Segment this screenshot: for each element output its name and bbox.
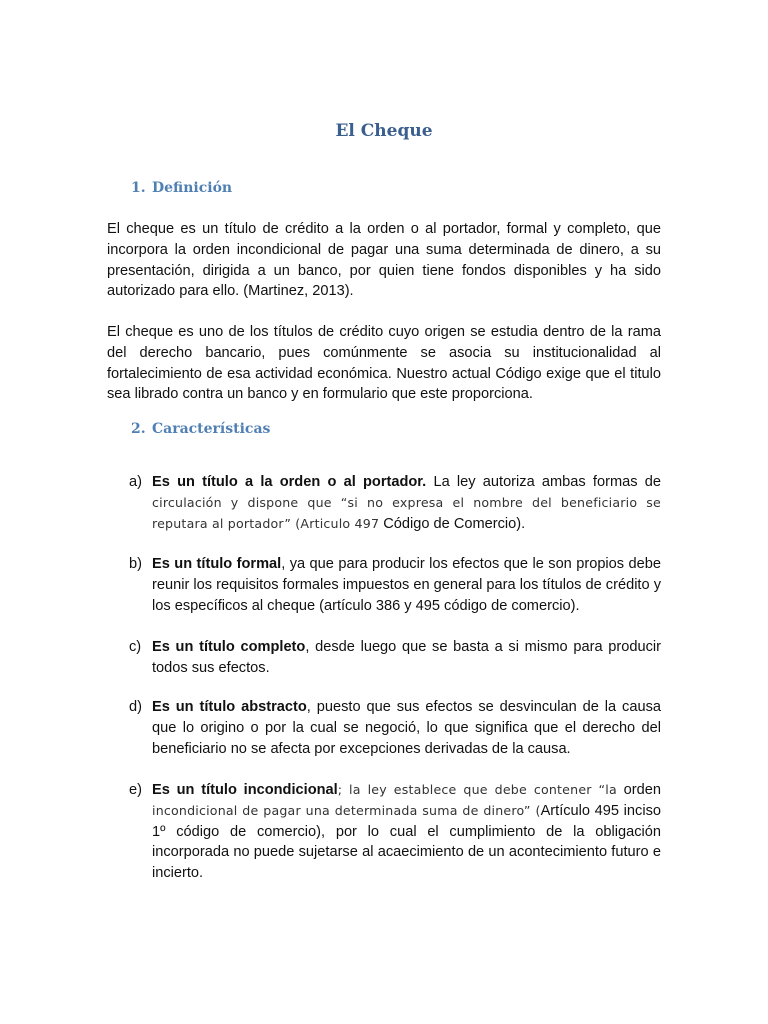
item-bold-lead: Es un título formal <box>152 556 282 572</box>
characteristic-item-c <box>129 637 661 679</box>
characteristic-item-a <box>129 472 661 534</box>
item-text: , ya que para producir los efectos que le son propios debe reunir los requisitos formales impuestos en general para los títulos de crédito y los específicos al cheque (artículo 386 y 495 código de comercio). <box>152 556 661 614</box>
item-text: La ley autoriza ambas formas de <box>426 474 661 490</box>
definition-paragraph-1: El cheque es un título de crédito a la orden o al portador, formal y completo, que incorpora la orden incondicional de pagar una suma determinada de dinero, a su presentación, dirigida a un banco, por quien tiene fondos disponibles y ha sido autorizado para ello. (Martinez, 2013). <box>107 221 661 300</box>
item-text-tail: Artículo 495 inciso 1º código de comercio), por lo cual el cumplimiento de la obligación incorporada no puede sujetarse al acaecimiento de un acontecimiento futuro e incierto. <box>152 802 661 882</box>
item-text-tail: Código de Comercio). <box>379 515 526 532</box>
definition-paragraph-2: El cheque es uno de los títulos de crédito cuyo origen se estudia dentro de la rama del derecho bancario, pues comúnmente se asocia su institucionalidad al fortalecimiento de esa actividad económica. Nuestro actual Código exige que el titulo sea librado contra un banco y en formulario que este proporciona. <box>107 324 661 403</box>
document-title: El Cheque <box>335 121 433 141</box>
item-bold-lead: Es un título incondicional <box>152 782 338 798</box>
list-item-body <box>152 472 661 534</box>
section-heading-caracteristicas <box>131 421 270 437</box>
list-marker: e) <box>129 782 142 798</box>
list-item-body <box>152 780 661 884</box>
list-marker: d) <box>129 699 142 715</box>
list-marker: a) <box>129 474 142 490</box>
section-title: Definición <box>152 180 233 196</box>
list-item-body <box>152 554 661 616</box>
item-quoted-text: circulación y dispone que “si no expresa el nombre del beneficiario se reputara al portador” (Articulo 497 <box>152 494 661 531</box>
item-bold-lead: Es un título abstracto <box>152 699 307 715</box>
section-number: 2. <box>131 421 146 437</box>
item-text: orden <box>616 782 661 798</box>
list-item-body <box>152 637 661 679</box>
item-bold-lead: Es un título completo <box>152 639 306 655</box>
item-quoted-text-2: incondicional de pagar una determinada suma de dinero” ( <box>152 802 541 818</box>
item-bold-lead: Es un título a la orden o al portador. <box>152 474 427 490</box>
list-marker: b) <box>129 556 142 572</box>
characteristic-item-d <box>129 697 661 759</box>
list-item-body <box>152 697 661 759</box>
list-marker: c) <box>129 639 142 655</box>
item-text: , desde luego que se basta a si mismo para producir todos sus efectos. <box>152 639 661 676</box>
characteristic-item-e <box>129 780 661 884</box>
section-number: 1. <box>131 180 146 196</box>
section-title: Características <box>152 421 271 437</box>
item-text: , puesto que sus efectos se desvinculan de la causa que lo origino o por la cual se negoció, lo que significa que el derecho del beneficiario no se afecta por excepciones derivadas de la causa. <box>152 699 661 757</box>
item-quoted-text: ; la ley establece que debe contener “la <box>337 782 617 797</box>
section-heading-definicion <box>131 180 232 196</box>
characteristic-item-b <box>129 554 661 616</box>
